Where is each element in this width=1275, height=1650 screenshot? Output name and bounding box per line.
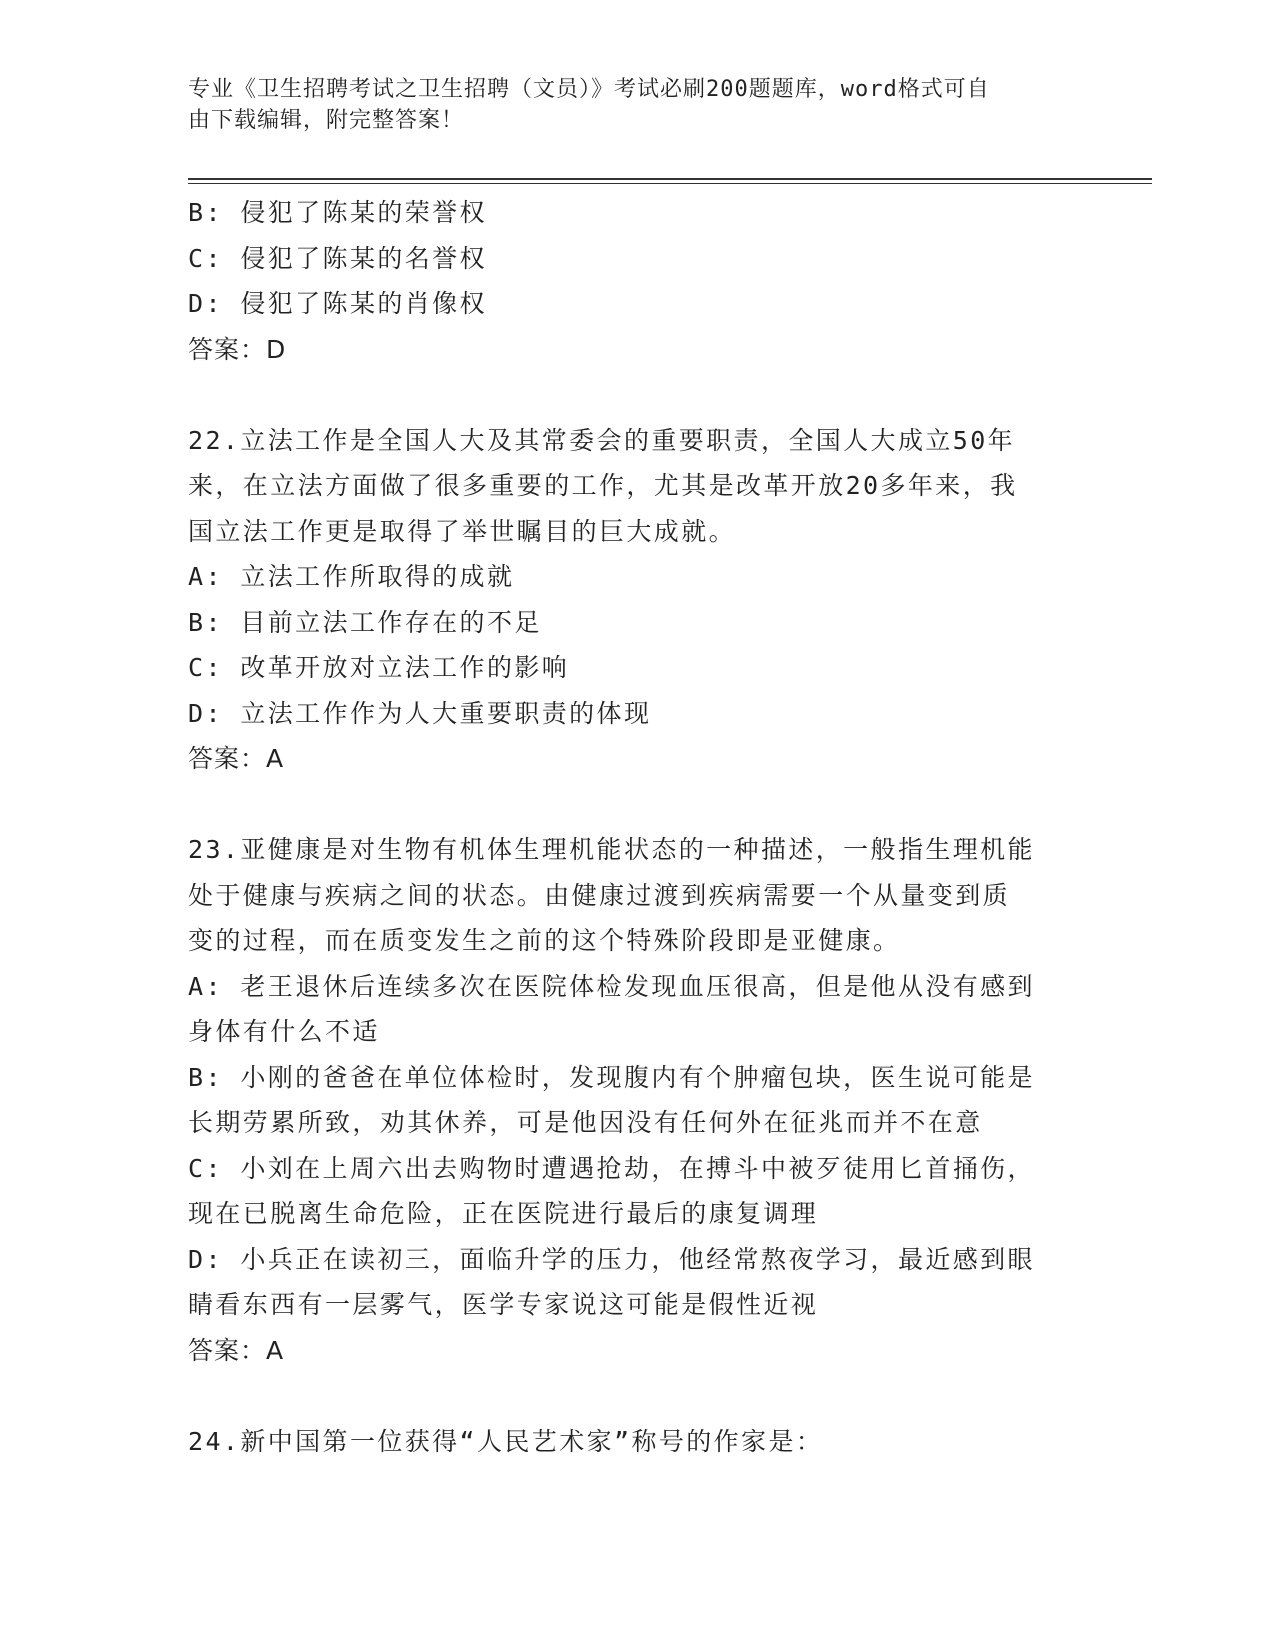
- q22-option-a: A: 立法工作所取得的成就: [188, 562, 515, 591]
- question-23-block: [188, 827, 1088, 1373]
- spacer: [188, 372, 1088, 418]
- q23-answer: 答案：A: [188, 1335, 285, 1365]
- q22-stem-line-1: 22.立法工作是全国人大及其常委会的重要职责，全国人大成立50年: [188, 425, 1016, 455]
- q23-option-b-line-1: B: 小刚的爸爸在单位体检时，发现腹内有个肿瘤包块，医生说可能是: [188, 1062, 1035, 1092]
- q23-stem-line-2: 处于健康与疾病之间的状态。由健康过渡到疾病需要一个从量变到质: [188, 880, 1011, 910]
- q22-stem-line-2: 来，在立法方面做了很多重要的工作，尤其是改革开放20多年来，我: [188, 471, 1018, 500]
- q22-option-c: C: 改革开放对立法工作的影响: [188, 653, 570, 682]
- q23-option-c-line-2: 现在已脱离生命危险，正在医院进行最后的康复调理: [188, 1199, 819, 1228]
- q22-option-b: B: 目前立法工作存在的不足: [188, 607, 542, 637]
- q23-option-c-line-1: C: 小刘在上周六出去购物时遭遇抢劫，在搏斗中被歹徒用匕首捅伤，: [188, 1153, 1035, 1183]
- q22-answer: 答案：A: [188, 744, 285, 773]
- q21-option-c: C: 侵犯了陈某的名誉权: [188, 243, 487, 273]
- question-content: [188, 190, 1088, 1464]
- q22-stem-line-3: 国立法工作更是取得了举世瞩目的巨大成就。: [188, 516, 737, 546]
- q23-option-b-line-2: 长期劳累所致，劝其休养，可是他因没有任何外在征兆而并不在意: [188, 1108, 983, 1137]
- q21-option-d: D: 侵犯了陈某的肖像权: [188, 289, 487, 318]
- spacer: [188, 1373, 1088, 1419]
- question-24-block: [188, 1419, 1088, 1465]
- header-divider-thick: [188, 178, 1152, 180]
- q21-option-b: B: 侵犯了陈某的荣誉权: [188, 198, 487, 227]
- q23-stem-line-1: 23.亚健康是对生物有机体生理机能状态的一种描述，一般指生理机能: [188, 835, 1035, 864]
- header-divider-thin: [188, 183, 1152, 184]
- question-21-block: [188, 190, 1088, 372]
- q23-option-d-line-2: 睛看东西有一层雾气，医学专家说这可能是假性近视: [188, 1290, 819, 1319]
- q21-answer: 答案：D: [188, 334, 287, 364]
- document-header: [188, 74, 1068, 136]
- q22-option-d: D: 立法工作作为人大重要职责的体现: [188, 698, 652, 728]
- q23-stem-line-3: 变的过程，而在质变发生之前的这个特殊阶段即是亚健康。: [188, 926, 901, 955]
- q23-option-a-line-1: A: 老王退休后连续多次在医院体检发现血压很高，但是他从没有感到: [188, 971, 1035, 1001]
- question-22-block: [188, 418, 1088, 782]
- spacer: [188, 782, 1088, 828]
- q23-option-a-line-2: 身体有什么不适: [188, 1017, 380, 1046]
- q24-stem: 24.新中国第一位获得“人民艺术家”称号的作家是：: [188, 1426, 824, 1456]
- header-line-1: 专业《卫生招聘考试之卫生招聘（文员）》考试必刷200题题库，word格式可自: [188, 77, 990, 102]
- q23-option-d-line-1: D: 小兵正在读初三，面临升学的压力，他经常熬夜学习，最近感到眼: [188, 1244, 1035, 1274]
- header-line-2: 由下载编辑，附完整答案！: [188, 108, 465, 133]
